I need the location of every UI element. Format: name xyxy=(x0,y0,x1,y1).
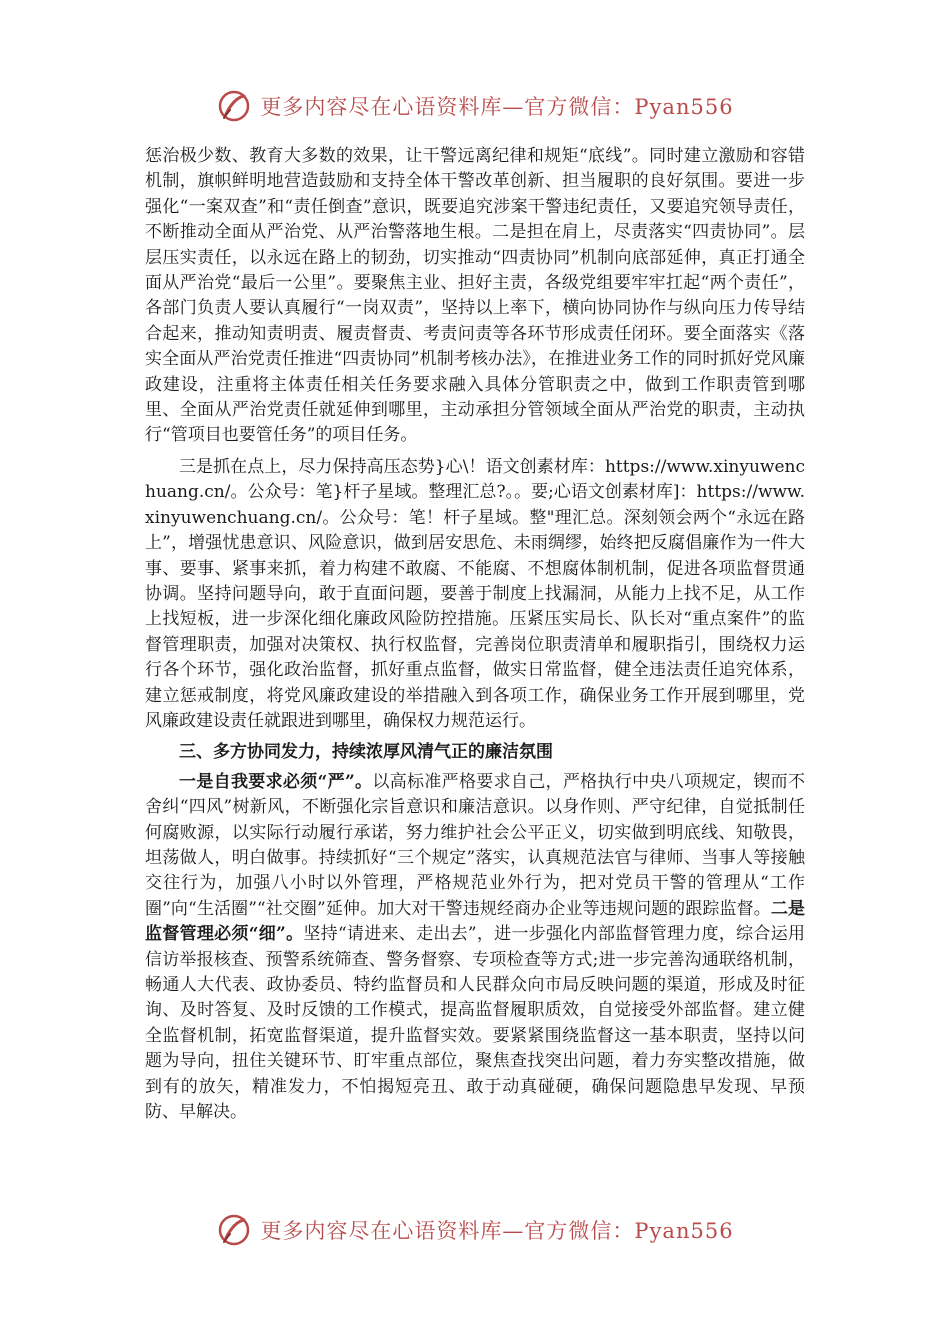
paragraph-text: 以高标准严格要求自己，严格执行中央八项规定，锲而不舍纠“四风”树新风，不断强化宗旨意识和廉洁意识。以身作则、严守纪律，自觉抵制任何腐败源，以实际行动履行承诺，努力维护社会公平正义，切实做到明底线、知敬畏，坦荡做人，明白做事。持续抓好“三个规定”落实，认真规范法官与律师、当事人等接触交往行为，加强八小时以外管理，严格规范业外行为，把对党员干警的管理从“工作圈”向“生活圈”“社交圈”延伸。加大对干警违规经商办企业等违规问题的跟踪监督。 xyxy=(145,771,805,919)
lead-phrase: 一是自我要求必须“严”。 xyxy=(179,771,373,792)
brush-logo-icon xyxy=(216,1212,252,1248)
brush-logo-icon xyxy=(216,88,252,124)
footer-banner xyxy=(0,1208,950,1252)
lead-phrase: 二是监督管理必须“细”。 xyxy=(145,898,806,945)
paragraph-text: 坚持“请进来、走出去”，进一步强化内部监督管理力度，综合运用信访举报核查、预警系统筛查、警务督察、专项检查等方式;进一步完善沟通联络机制，畅通人大代表、政协委员、特约监督员和人民群众向市局反映问题的渠道，形成及时征询、及时答复、及时反馈的工作模式，提高监督履职质效，自觉接受外部监督。建立健全监督机制，拓宽监督渠道，提升监督实效。要紧紧围绕监督这一基本职责，坚持以问题为导向，扭住关键环节、盯牢重点部位，聚焦查找突出问题，着力夯实整改措施，做到有的放矢，精准发力，不怕揭短亮丑、敢于动真碰硬，确保问题隐患早发现、早预防、早解决。 xyxy=(145,924,805,1123)
section-heading: 三、多方协同发力，持续浓厚风清气正的廉洁氛围 xyxy=(179,742,553,763)
paragraph: 三是抓在点上，尽力保持高压态势}心\！语文创素材库：https://www.xinyuwenchuang.cn/。公众号：笔}杆子星域。整理汇总?。。要;心语文创素材库]：https://www.xinyuwenchuang.cn/。公众号：笔！杆子星域。整"理汇总。深刻领会两个“永远在路上”，增强忧患意识、风险意识，做到居安思危、未雨绸缪，始终把反腐倡廉作为一件大事、要事、紧事来抓，着力构建不敢腐、不能腐、不想腐体制机制，促进各项监督贯通协调。坚持问题导向，敢于直面问题，要善于制度上找漏洞，从能力上找不足，从工作上找短板，进一步深化细化廉政风险防控措施。压紧压实局长、队长对“重点案件”的监督管理职责，加强对决策权、执行权监督，完善岗位职责清单和履职指引，围绕权力运行各个环节，强化政治监督，抓好重点监督，做实日常监督，健全违法责任追究体系，建立惩戒制度，将党风廉政建设的举措融入到各项工作，确保业务工作开展到哪里，党风廉政建设责任就跟进到哪里，确保权力规范运行。 xyxy=(145,456,805,731)
document-body xyxy=(145,144,805,1131)
banner-text: 更多内容尽在心语资料库—官方微信：Pyan556 xyxy=(260,95,734,119)
paragraph: 惩治极少数、教育大多数的效果，让干警远离纪律和规矩“底线”。同时建立激励和容错机制，旗帜鲜明地营造鼓励和支持全体干警改革创新、担当履职的良好氛围。要进一步强化“一案双查”和“责任倒查”意识，既要追究涉案干警违纪责任，又要追究领导责任，不断推动全面从严治党、从严治警落地生根。二是担在肩上，尽责落实“四责协同”。层层压实责任，以永远在路上的韧劲，切实推动“四责协同”机制向底部延伸，真正打通全面从严治党“最后一公里”。要聚焦主业、担好主责，各级党组要牢牢扛起“两个责任”，各部门负责人要认真履行“一岗双责”，坚持以上率下，横向协同协作与纵向压力传导结合起来，推动知责明责、履责督责、考责问责等各环节形成责任闭环。要全面落实《落实全面从严治党责任推进“四责协同”机制考核办法》，在推进业务工作的同时抓好党风廉政建设，注重将主体责任相关任务要求融入具体分管职责之中，做到工作职责管到哪里、全面从严治党责任就延伸到哪里，主动承担分管领域全面从严治党的职责，主动执行“管项目也要管任务”的项目任务。 xyxy=(145,146,805,446)
header-banner xyxy=(0,84,950,128)
paragraph xyxy=(145,770,805,1126)
banner-text: 更多内容尽在心语资料库—官方微信：Pyan556 xyxy=(260,1219,734,1243)
